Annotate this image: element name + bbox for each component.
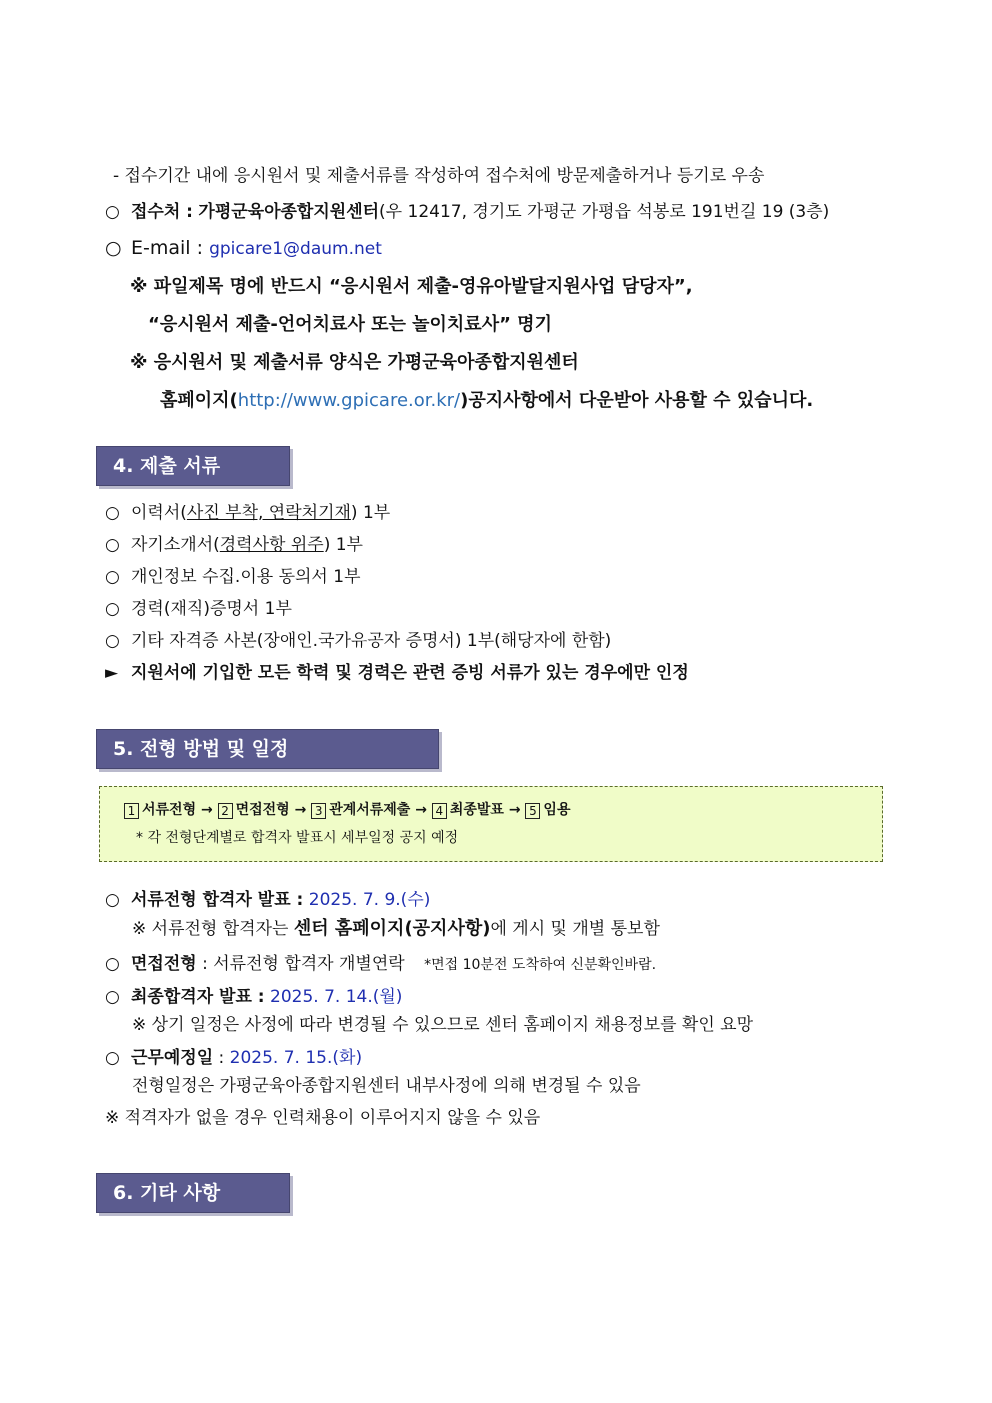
selection-flow — [124, 800, 570, 820]
final-result-note: ※ 상기 일정은 사정에 따라 변경될 수 있으므로 센터 홈페이지 채용정보를 확인 요망 — [132, 1015, 754, 1035]
email-row — [105, 237, 382, 260]
section-6-header: 6. 기타 사항 — [96, 1173, 290, 1213]
submission-method-text: - 접수기간 내에 응시원서 및 제출서류를 작성하여 접수처에 방문제출하거나 등기로 우송 — [113, 166, 765, 186]
step-number: 3 — [311, 803, 326, 819]
doc-item-career: ○ 경력(재직)증명서 1부 — [105, 599, 292, 619]
selection-flow-note: * 각 전형단계별로 합격자 발표시 세부일정 공지 예정 — [136, 830, 459, 846]
work-start-date: 2025. 7. 15.(화) — [229, 1048, 363, 1068]
doc-result-row: ○ 서류전형 합격자 발표 : 2025. 7. 9.(수) — [105, 890, 431, 910]
step-label: 임용 — [543, 802, 571, 818]
work-start-row: ○ 근무예정일 : 2025. 7. 15.(화) — [105, 1048, 363, 1068]
circle-bullet-icon: ○ — [105, 535, 120, 555]
selection-flow-box — [99, 786, 883, 862]
circle-bullet-icon: ○ — [105, 987, 120, 1007]
circle-bullet-icon: ○ — [105, 237, 122, 259]
form-note-line2 — [160, 390, 813, 412]
work-start-note: 전형일정은 가평군육아종합지원센터 내부사정에 의해 변경될 수 있음 — [132, 1076, 641, 1096]
doc-item-other: ○ 기타 자격증 사본(장애인.국가유공자 증명서) 1부(해당자에 한함) — [105, 631, 612, 651]
filename-note-line1: ※ 파일제목 명에 반드시 “응시원서 제출-영유아발달지원사업 담당자”, — [130, 276, 693, 297]
arrow-right-icon: → — [508, 802, 521, 818]
interview-note: *면접 10분전 도착하여 신분확인바람. — [424, 957, 657, 973]
doc-result-note: ※ 서류전형 합격자는 센터 홈페이지(공지사항)에 게시 및 개별 통보함 — [132, 918, 660, 939]
step-label: 최종발표 — [449, 802, 504, 818]
hiring-warning: ※ 적격자가 없을 경우 인력채용이 이루어지지 않을 수 있음 — [105, 1108, 541, 1128]
step-number: 5 — [525, 803, 540, 819]
circle-bullet-icon: ○ — [105, 631, 120, 651]
doc-item-privacy: ○ 개인정보 수집.이용 동의서 1부 — [105, 567, 361, 587]
circle-bullet-icon: ○ — [105, 503, 120, 523]
step-number: 2 — [218, 803, 233, 819]
email-link[interactable]: gpicare1@daum.net — [209, 239, 382, 259]
step-label: 서류전형 — [142, 802, 197, 818]
homepage-link[interactable]: http://www.gpicare.or.kr/ — [237, 390, 461, 411]
circle-bullet-icon: ○ — [105, 954, 120, 974]
form-note-line1: ※ 응시원서 및 제출서류 양식은 가평군육아종합지원센터 — [130, 352, 579, 373]
section-4-header: 4. 제출 서류 — [96, 446, 290, 486]
reception-center-name: 가평군육아종합지원센터 — [198, 202, 380, 222]
circle-bullet-icon: ○ — [105, 1048, 120, 1068]
arrow-right-icon: → — [415, 802, 427, 818]
final-result-row: ○ 최종합격자 발표 : 2025. 7. 14.(월) — [105, 987, 403, 1007]
doc-item-self-intro: ○ 자기소개서(경력사항 위주) 1부 — [105, 535, 363, 555]
circle-bullet-icon: ○ — [105, 890, 120, 910]
arrow-right-icon: → — [200, 802, 213, 818]
reception-address: (우 12417, 경기도 가평군 가평읍 석봉로 191번길 19 (3층) — [379, 202, 830, 222]
step-label: 관계서류제출 — [329, 802, 411, 818]
doc-result-date: 2025. 7. 9.(수) — [308, 890, 431, 910]
doc-notice: ► 지원서에 기입한 모든 학력 및 경력은 관련 증빙 서류가 있는 경우에만 인정 — [105, 663, 689, 683]
circle-bullet-icon: ○ — [105, 599, 120, 619]
form-note-suffix: )공지사항에서 다운받아 사용할 수 있습니다. — [460, 390, 814, 411]
interview-row: ○ 면접전형 : 서류전형 합격자 개별연락 *면접 10분전 도착하여 신분확인바람. — [105, 954, 657, 974]
step-number: 4 — [432, 803, 447, 819]
reception-place-label: 접수처 : — [131, 202, 193, 222]
circle-bullet-icon: ○ — [105, 567, 120, 587]
form-note-prefix: 홈페이지( — [160, 390, 238, 411]
pointer-arrow-icon: ► — [105, 663, 119, 683]
reception-place-row — [105, 201, 829, 223]
section-5-header: 5. 전형 방법 및 일정 — [96, 729, 439, 769]
final-result-date: 2025. 7. 14.(월) — [270, 987, 403, 1007]
doc-item-resume: ○ 이력서(사진 부착, 연락처기재) 1부 — [105, 503, 391, 523]
circle-bullet-icon: ○ — [105, 202, 120, 222]
filename-note-line2: “응시원서 제출-언어치료사 또는 놀이치료사” 명기 — [148, 314, 552, 335]
step-number: 1 — [124, 803, 139, 819]
arrow-right-icon: → — [294, 802, 307, 818]
step-label: 면접전형 — [235, 802, 290, 818]
email-label: E-mail : — [131, 237, 204, 259]
